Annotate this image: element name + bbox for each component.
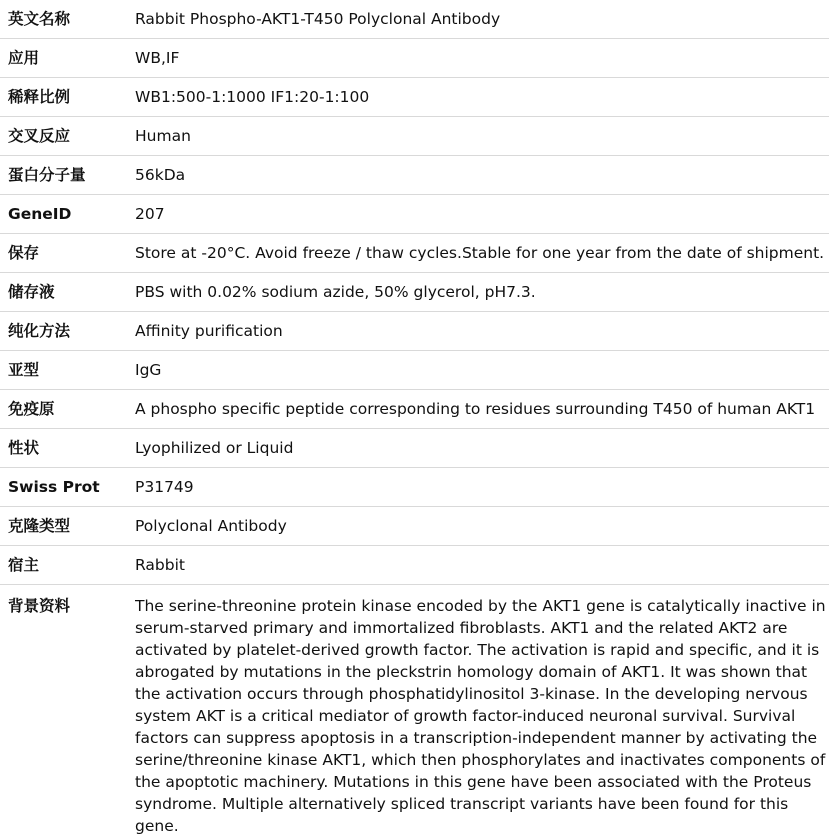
spec-value: Store at -20°C. Avoid freeze / thaw cycles.Stable for one year from the date of shipment. bbox=[135, 244, 825, 262]
spec-label: 英文名称 bbox=[8, 10, 71, 28]
spec-row-molecular-weight bbox=[0, 156, 829, 195]
spec-label: 亚型 bbox=[8, 361, 40, 379]
spec-label: 宿主 bbox=[8, 556, 40, 574]
spec-label: 应用 bbox=[8, 49, 40, 67]
spec-label: Swiss Prot bbox=[8, 478, 100, 496]
spec-label: 背景资料 bbox=[8, 597, 71, 615]
spec-label: 保存 bbox=[8, 244, 40, 262]
background-description: The serine-threonine protein kinase encoded by the AKT1 gene is catalytically inactive in serum-starved primary and immortalized fibroblasts. AKT1 and the related AKT2 are activated by platelet-derived growth factor. The activation is rapid and specific, and it is abrogated by mutations in the pleckstrin homology domain of AKT1. It was shown that the activation occurs through phosphatidylinositol 3-kinase. In the developing nervous system AKT is a critical mediator of growth factor-induced neuronal survival. Survival factors can suppress apoptosis in a transcription-independent manner by activating the serine/threonine kinase AKT1, which then phosphorylates and inactivates components of the apoptotic machinery. Mutations in this gene have been associated with the Proteus syndrome. Multiple alternatively spliced transcript variants have been found for this gene. bbox=[135, 597, 826, 835]
spec-value: 56kDa bbox=[135, 166, 186, 184]
spec-row-clonality bbox=[0, 507, 829, 546]
spec-row-gene-id bbox=[0, 195, 829, 234]
spec-value: Rabbit Phospho-AKT1-T450 Polyclonal Antibody bbox=[135, 10, 501, 28]
spec-value: PBS with 0.02% sodium azide, 50% glycerol, pH7.3. bbox=[135, 283, 536, 301]
spec-value: WB1:500-1:1000 IF1:20-1:100 bbox=[135, 88, 370, 106]
spec-label: 交叉反应 bbox=[8, 127, 71, 145]
spec-value: A phospho specific peptide corresponding to residues surrounding T450 of human AKT1 bbox=[135, 400, 816, 418]
spec-value: P31749 bbox=[135, 478, 194, 496]
spec-row-storage bbox=[0, 234, 829, 273]
spec-label: 免疫原 bbox=[8, 400, 55, 418]
spec-value: Rabbit bbox=[135, 556, 185, 574]
spec-value: Affinity purification bbox=[135, 322, 283, 340]
spec-label: 克隆类型 bbox=[8, 517, 71, 535]
spec-label: 性状 bbox=[8, 439, 40, 457]
spec-label: GeneID bbox=[8, 205, 72, 223]
spec-value: Human bbox=[135, 127, 191, 145]
spec-label: 纯化方法 bbox=[8, 322, 71, 340]
spec-row-swiss-prot bbox=[0, 468, 829, 507]
spec-value: 207 bbox=[135, 205, 165, 223]
spec-label: 储存液 bbox=[8, 283, 55, 301]
spec-value: Lyophilized or Liquid bbox=[135, 439, 294, 457]
spec-row-application bbox=[0, 39, 829, 78]
spec-label: 蛋白分子量 bbox=[8, 166, 86, 184]
spec-row-dilution bbox=[0, 78, 829, 117]
spec-row-purification bbox=[0, 312, 829, 351]
spec-value: Polyclonal Antibody bbox=[135, 517, 287, 535]
spec-row-background bbox=[0, 585, 829, 835]
spec-row-reactivity bbox=[0, 117, 829, 156]
spec-value: WB,IF bbox=[135, 49, 180, 67]
spec-row-immunogen bbox=[0, 390, 829, 429]
spec-row-host bbox=[0, 546, 829, 585]
spec-row-buffer bbox=[0, 273, 829, 312]
spec-label: 稀释比例 bbox=[8, 88, 71, 106]
spec-row-english-name bbox=[0, 0, 829, 39]
spec-row-form bbox=[0, 429, 829, 468]
spec-value: IgG bbox=[135, 361, 162, 379]
spec-row-isotype bbox=[0, 351, 829, 390]
